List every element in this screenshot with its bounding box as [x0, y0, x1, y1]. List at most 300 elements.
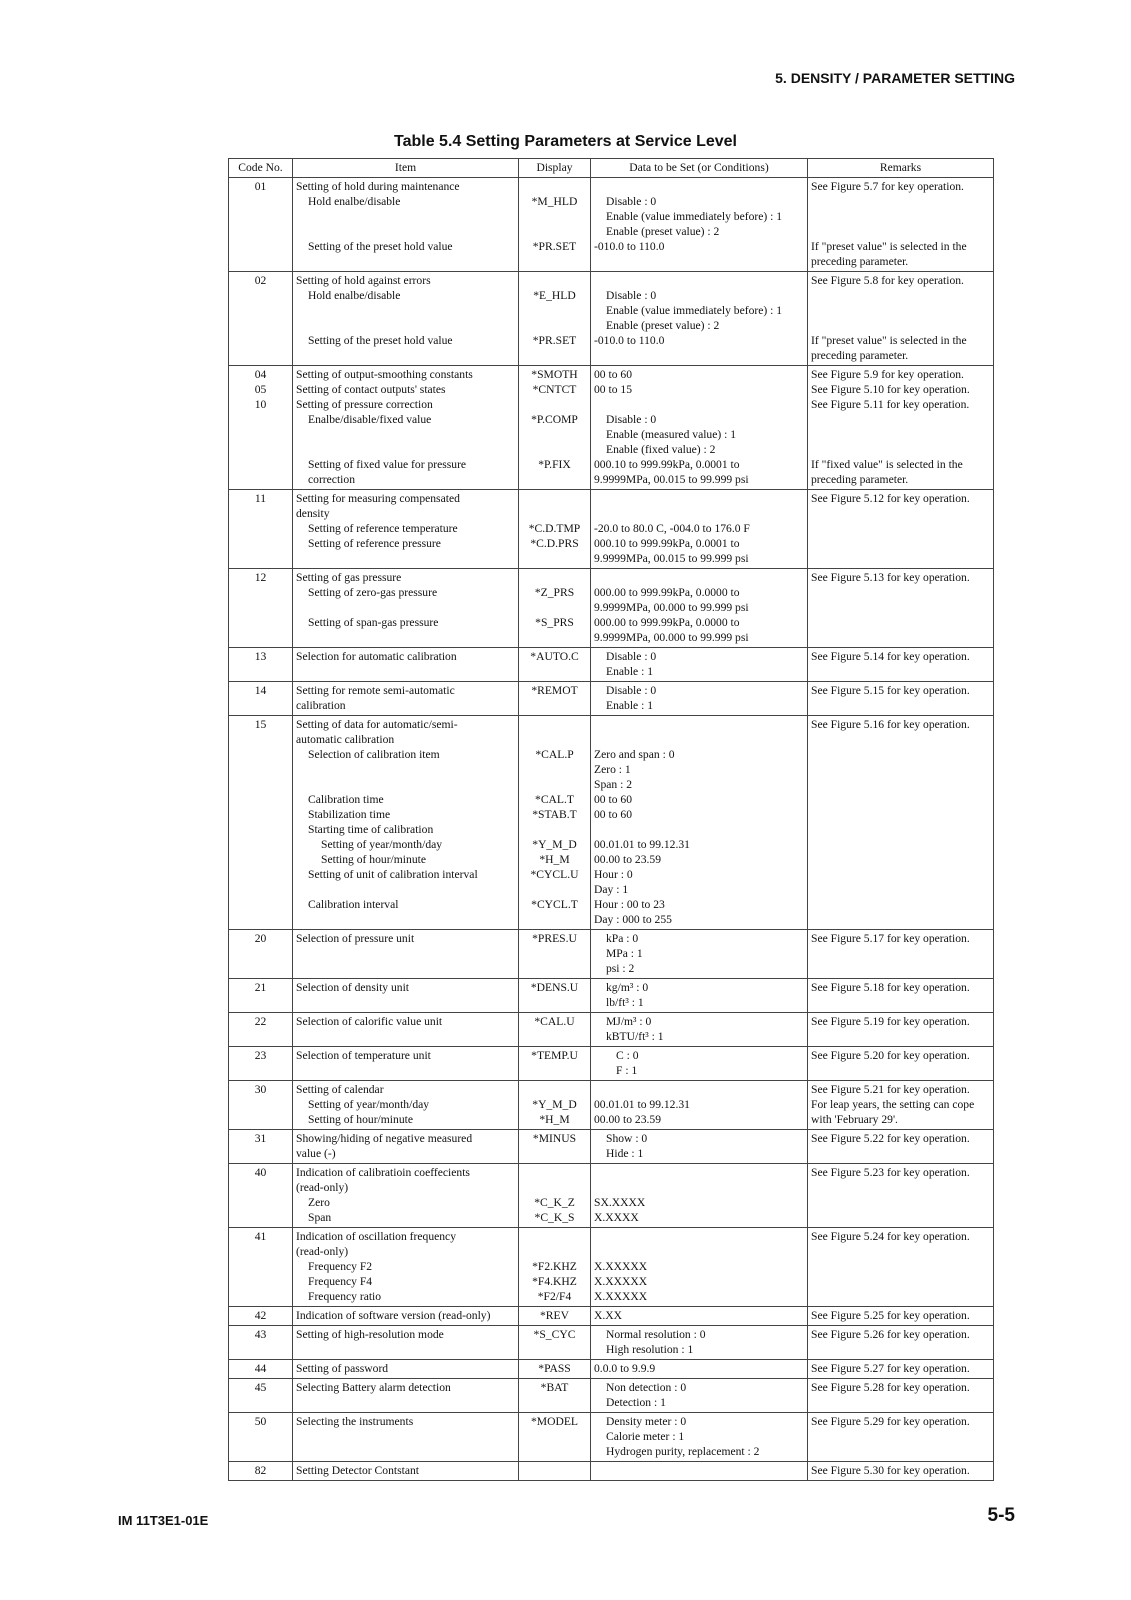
code-line: [232, 961, 289, 976]
item-line: [296, 1063, 515, 1078]
display-line: *PRES.U: [532, 932, 577, 945]
display-line: *REMOT: [531, 684, 578, 697]
item-line: Indication of calibratioin coeffecients: [296, 1166, 470, 1179]
remarks-line: preceding parameter.: [811, 349, 909, 362]
table-row: [229, 1379, 994, 1413]
display-line: [522, 630, 587, 645]
data-line: Disable : 0: [606, 684, 657, 697]
data-line: X.XXXXX: [594, 1260, 648, 1273]
remarks-line: [811, 852, 990, 867]
code-line: 15: [254, 718, 267, 731]
table-row: [229, 1360, 994, 1379]
remarks-line: See Figure 5.17 for key operation.: [811, 932, 970, 945]
data-line: 9.9999MPa, 00.000 to 99.999 psi: [594, 601, 749, 614]
cell-code: [229, 1379, 293, 1413]
item-line: [296, 600, 515, 615]
display-line: [522, 995, 587, 1010]
data-line: 00.00 to 23.59: [594, 1113, 661, 1126]
item-line: Starting time of calibration: [308, 823, 434, 836]
cell-data: [591, 682, 808, 716]
item-line: Setting of calendar: [296, 1083, 384, 1096]
item-line: Selecting the instruments: [296, 1415, 414, 1428]
item-line: Hold enalbe/disable: [308, 195, 401, 208]
remarks-line: See Figure 5.23 for key operation.: [811, 1166, 970, 1179]
code-line: [232, 1180, 289, 1195]
data-line: X.XX: [594, 1309, 623, 1322]
display-line: [522, 179, 587, 194]
data-line: 9.9999MPa, 00.015 to 99.999 psi: [594, 473, 749, 486]
cell-item: [293, 1379, 519, 1413]
data-line: 00.01.01 to 99.12.31: [594, 838, 690, 851]
data-line: kPa : 0: [606, 932, 639, 945]
data-line: Enable : 1: [606, 699, 654, 712]
data-line: Hide : 1: [606, 1147, 644, 1160]
cell-display: [519, 1228, 591, 1307]
cell-code: [229, 1462, 293, 1481]
display-line: *STAB.T: [532, 808, 577, 821]
data-line: 00 to 15: [594, 383, 633, 396]
remarks-line: [811, 732, 990, 747]
item-line: [296, 961, 515, 976]
display-line: [522, 1029, 587, 1044]
cell-code: [229, 648, 293, 682]
item-line: Setting of contact outputs' states: [296, 383, 446, 396]
item-line: Indication of software version (read-only): [296, 1309, 491, 1322]
code-line: [232, 822, 289, 837]
data-line: Enable (value immediately before) : 1: [606, 210, 783, 223]
cell-code: [229, 366, 293, 490]
code-line: 05: [254, 383, 267, 396]
data-line: Enable (preset value) : 2: [606, 225, 720, 238]
code-line: [232, 551, 289, 566]
data-line: Span : 2: [594, 778, 633, 791]
code-line: [232, 615, 289, 630]
remarks-line: See Figure 5.9 for key operation.: [811, 368, 964, 381]
code-line: [232, 348, 289, 363]
code-line: [232, 427, 289, 442]
col-header-data: Data to be Set (or Conditions): [591, 159, 808, 178]
table-row: [229, 1413, 994, 1462]
code-line: [232, 585, 289, 600]
cell-item: [293, 716, 519, 930]
item-line: Selection of calorific value unit: [296, 1015, 443, 1028]
cell-data: [591, 1081, 808, 1130]
data-line: F : 1: [616, 1064, 638, 1077]
item-line: Selection of density unit: [296, 981, 410, 994]
cell-item: [293, 1047, 519, 1081]
cell-remarks: [808, 1413, 994, 1462]
table-row: [229, 716, 994, 930]
cell-display: [519, 1013, 591, 1047]
cell-code: [229, 1360, 293, 1379]
data-line: MJ/m³ : 0: [606, 1015, 652, 1028]
code-line: [232, 1210, 289, 1225]
cell-data: [591, 1164, 808, 1228]
item-line: calibration: [296, 699, 346, 712]
cell-item: [293, 1462, 519, 1481]
item-line: [296, 882, 515, 897]
item-line: Setting for measuring compensated: [296, 492, 460, 505]
display-line: *CNTCT: [532, 383, 577, 396]
data-line: Hour : 00 to 23: [594, 898, 665, 911]
data-line: Calorie meter : 1: [606, 1430, 685, 1443]
cell-data: [591, 1326, 808, 1360]
display-line: *AUTO.C: [530, 650, 579, 663]
data-line: psi : 2: [606, 962, 635, 975]
display-line: *H_M: [539, 853, 570, 866]
table-row: [229, 682, 994, 716]
cell-data: [591, 1379, 808, 1413]
code-line: [232, 1112, 289, 1127]
cell-remarks: [808, 648, 994, 682]
cell-remarks: [808, 1326, 994, 1360]
remarks-line: [811, 521, 990, 536]
cell-code: [229, 272, 293, 366]
item-line: Setting of the preset hold value: [308, 334, 453, 347]
code-line: [232, 807, 289, 822]
display-line: *E_HLD: [533, 289, 576, 302]
item-line: Setting of hold during maintenance: [296, 180, 460, 193]
cell-code: [229, 1228, 293, 1307]
cell-display: [519, 490, 591, 569]
display-line: *F4.KHZ: [532, 1275, 577, 1288]
table-body: [229, 178, 994, 1481]
data-line: 0.0.0 to 9.9.9: [594, 1362, 656, 1375]
item-line: [296, 1029, 515, 1044]
document-id: IM 11T3E1-01E: [118, 1513, 209, 1528]
code-line: 40: [254, 1166, 267, 1179]
display-line: [522, 822, 587, 837]
data-line: [594, 822, 804, 837]
code-line: [232, 209, 289, 224]
remarks-line: [811, 412, 990, 427]
item-line: [296, 224, 515, 239]
cell-display: [519, 272, 591, 366]
item-line: correction: [308, 473, 355, 486]
remarks-line: [811, 288, 990, 303]
cell-data: [591, 490, 808, 569]
data-line: [594, 1463, 804, 1478]
item-line: Showing/hiding of negative measured: [296, 1132, 473, 1145]
code-line: [232, 536, 289, 551]
remarks-line: See Figure 5.10 for key operation.: [811, 383, 970, 396]
data-line: [594, 273, 804, 288]
item-line: Setting Detector Contstant: [296, 1464, 420, 1477]
data-line: Show : 0: [606, 1132, 648, 1145]
item-line: [296, 254, 515, 269]
cell-remarks: [808, 1130, 994, 1164]
display-line: [522, 717, 587, 732]
display-line: *P.COMP: [531, 413, 578, 426]
remarks-line: For leap years, the setting can cope: [811, 1098, 975, 1111]
code-line: [232, 194, 289, 209]
data-line: Enable (fixed value) : 2: [606, 443, 716, 456]
item-line: [296, 318, 515, 333]
display-line: *CYCL.T: [531, 898, 578, 911]
remarks-line: [811, 303, 990, 318]
cell-display: [519, 1307, 591, 1326]
remarks-line: [811, 615, 990, 630]
cell-item: [293, 1228, 519, 1307]
code-line: [232, 995, 289, 1010]
display-line: *Z_PRS: [534, 586, 575, 599]
cell-data: [591, 569, 808, 648]
item-line: Frequency F2: [308, 1260, 373, 1273]
cell-data: [591, 1360, 808, 1379]
display-line: [522, 427, 587, 442]
cell-data: [591, 366, 808, 490]
cell-data: [591, 178, 808, 272]
remarks-line: See Figure 5.14 for key operation.: [811, 650, 970, 663]
table-row: [229, 1462, 994, 1481]
item-line: automatic calibration: [296, 733, 395, 746]
table-row: [229, 1013, 994, 1047]
data-line: 00 to 60: [594, 808, 633, 821]
remarks-line: [811, 747, 990, 762]
cell-data: [591, 1228, 808, 1307]
item-line: Hold enalbe/disable: [308, 289, 401, 302]
item-line: Setting of year/month/day: [321, 838, 443, 851]
remarks-line: [811, 551, 990, 566]
table-row: [229, 648, 994, 682]
cell-remarks: [808, 1360, 994, 1379]
display-line: *F2/F4: [537, 1290, 572, 1303]
remarks-line: [811, 1444, 990, 1459]
data-line: [594, 491, 804, 506]
cell-code: [229, 490, 293, 569]
display-line: *S_PRS: [535, 616, 574, 629]
remarks-line: If "preset value" is selected in the: [811, 334, 967, 347]
cell-item: [293, 1307, 519, 1326]
display-line: *C.D.TMP: [528, 522, 581, 535]
display-line: *CAL.P: [535, 748, 574, 761]
display-line: *CAL.U: [534, 1015, 575, 1028]
data-line: Enable (measured value) : 1: [606, 428, 737, 441]
cell-item: [293, 1013, 519, 1047]
data-line: Disable : 0: [606, 195, 657, 208]
item-line: [296, 348, 515, 363]
item-line: [296, 630, 515, 645]
display-line: [522, 1342, 587, 1357]
display-line: *C_K_Z: [534, 1196, 575, 1209]
code-line: 42: [254, 1309, 267, 1322]
remarks-line: [811, 1146, 990, 1161]
data-line: 00 to 60: [594, 793, 633, 806]
item-line: Frequency ratio: [308, 1290, 382, 1303]
data-line: MPa : 1: [606, 947, 643, 960]
data-line: 9.9999MPa, 00.015 to 99.999 psi: [594, 552, 749, 565]
cell-item: [293, 366, 519, 490]
code-line: [232, 698, 289, 713]
remarks-line: See Figure 5.26 for key operation.: [811, 1328, 970, 1341]
data-line: -010.0 to 110.0: [594, 240, 665, 253]
code-line: [232, 777, 289, 792]
remarks-line: [811, 1289, 990, 1304]
data-line: Enable (value immediately before) : 1: [606, 304, 783, 317]
data-line: 00 to 60: [594, 368, 633, 381]
item-line: Calibration time: [308, 793, 384, 806]
item-line: Setting of pressure correction: [296, 398, 433, 411]
data-line: 000.10 to 999.99kPa, 0.0001 to: [594, 537, 740, 550]
code-line: [232, 254, 289, 269]
data-line: [594, 1229, 804, 1244]
cell-remarks: [808, 682, 994, 716]
cell-display: [519, 1462, 591, 1481]
data-line: kg/m³ : 0: [606, 981, 649, 994]
display-line: [522, 961, 587, 976]
cell-display: [519, 979, 591, 1013]
table-row: [229, 272, 994, 366]
data-line: 00.00 to 23.59: [594, 853, 661, 866]
cell-display: [519, 648, 591, 682]
display-line: [522, 777, 587, 792]
display-line: *C.D.PRS: [530, 537, 579, 550]
display-line: [522, 1229, 587, 1244]
display-line: [522, 224, 587, 239]
code-line: [232, 1063, 289, 1078]
remarks-line: [811, 224, 990, 239]
data-line: X.XXXXX: [594, 1290, 648, 1303]
cell-display: [519, 930, 591, 979]
cell-data: [591, 1047, 808, 1081]
code-line: 11: [254, 492, 267, 505]
remarks-line: [811, 506, 990, 521]
data-line: Day : 1: [594, 883, 629, 896]
cell-display: [519, 178, 591, 272]
display-line: [522, 698, 587, 713]
cell-item: [293, 1130, 519, 1164]
remarks-line: preceding parameter.: [811, 255, 909, 268]
code-line: [232, 521, 289, 536]
remarks-line: See Figure 5.18 for key operation.: [811, 981, 970, 994]
display-line: [522, 1180, 587, 1195]
item-line: [296, 551, 515, 566]
item-line: [296, 762, 515, 777]
cell-display: [519, 716, 591, 930]
item-line: Setting of reference pressure: [308, 537, 441, 550]
display-line: [522, 318, 587, 333]
code-line: [232, 762, 289, 777]
display-line: [522, 1463, 587, 1478]
code-line: 31: [254, 1132, 267, 1145]
code-line: 10: [254, 398, 267, 411]
code-line: 43: [254, 1328, 267, 1341]
data-line: [594, 732, 804, 747]
table-row: [229, 1130, 994, 1164]
cell-data: [591, 1413, 808, 1462]
remarks-line: See Figure 5.28 for key operation.: [811, 1381, 970, 1394]
code-line: [232, 897, 289, 912]
cell-remarks: [808, 178, 994, 272]
item-line: Setting of reference temperature: [308, 522, 458, 535]
cell-code: [229, 1013, 293, 1047]
item-line: (read-only): [296, 1245, 349, 1258]
remarks-line: [811, 1180, 990, 1195]
data-line: SX.XXXX: [594, 1196, 646, 1209]
code-line: [232, 1097, 289, 1112]
cell-remarks: [808, 1307, 994, 1326]
cell-item: [293, 648, 519, 682]
item-line: [296, 1395, 515, 1410]
item-line: [296, 427, 515, 442]
item-line: Setting of year/month/day: [308, 1098, 430, 1111]
display-line: *DENS.U: [530, 981, 579, 994]
item-line: Setting of data for automatic/semi-: [296, 718, 458, 731]
display-line: [522, 303, 587, 318]
remarks-line: [811, 1274, 990, 1289]
code-line: [232, 288, 289, 303]
remarks-line: See Figure 5.19 for key operation.: [811, 1015, 970, 1028]
data-line: [594, 397, 804, 412]
code-line: [232, 1029, 289, 1044]
remarks-line: [811, 867, 990, 882]
remarks-line: See Figure 5.20 for key operation.: [811, 1049, 970, 1062]
cell-code: [229, 930, 293, 979]
cell-data: [591, 930, 808, 979]
cell-code: [229, 1413, 293, 1462]
remarks-line: See Figure 5.8 for key operation.: [811, 274, 964, 287]
item-line: [296, 664, 515, 679]
remarks-line: See Figure 5.27 for key operation.: [811, 1362, 970, 1375]
item-line: density: [296, 507, 330, 520]
cell-display: [519, 1413, 591, 1462]
data-line: Zero : 1: [594, 763, 631, 776]
cell-data: [591, 272, 808, 366]
remarks-line: See Figure 5.24 for key operation.: [811, 1230, 970, 1243]
item-line: Selecting Battery alarm detection: [296, 1381, 451, 1394]
table-row: [229, 1228, 994, 1307]
cell-item: [293, 490, 519, 569]
code-line: [232, 882, 289, 897]
item-line: Stabilization time: [308, 808, 391, 821]
data-line: [594, 506, 804, 521]
code-line: [232, 239, 289, 254]
display-line: *MINUS: [532, 1132, 577, 1145]
code-line: 01: [254, 180, 267, 193]
remarks-line: [811, 194, 990, 209]
cell-code: [229, 178, 293, 272]
cell-remarks: [808, 1164, 994, 1228]
cell-code: [229, 1326, 293, 1360]
table-row: [229, 490, 994, 569]
data-line: [594, 1165, 804, 1180]
code-line: [232, 1342, 289, 1357]
data-line: Hydrogen purity, replacement : 2: [606, 1445, 760, 1458]
item-line: Setting of password: [296, 1362, 389, 1375]
code-line: 22: [254, 1015, 267, 1028]
data-line: Hour : 0: [594, 868, 633, 881]
remarks-line: [811, 897, 990, 912]
display-line: [522, 442, 587, 457]
remarks-line: [811, 1259, 990, 1274]
cell-remarks: [808, 716, 994, 930]
code-line: [232, 792, 289, 807]
code-line: 50: [254, 1415, 267, 1428]
code-line: [232, 318, 289, 333]
col-header-item: Item: [293, 159, 519, 178]
code-line: [232, 1244, 289, 1259]
item-line: Setting of hour/minute: [321, 853, 426, 866]
remarks-line: [811, 762, 990, 777]
table-row: [229, 1307, 994, 1326]
item-line: [296, 1444, 515, 1459]
item-line: Setting of the preset hold value: [308, 240, 453, 253]
item-line: Frequency F4: [308, 1275, 373, 1288]
remarks-line: [811, 837, 990, 852]
data-line: 000.00 to 999.99kPa, 0.0000 to: [594, 616, 740, 629]
remarks-line: [811, 912, 990, 927]
remarks-line: See Figure 5.12 for key operation.: [811, 492, 970, 505]
